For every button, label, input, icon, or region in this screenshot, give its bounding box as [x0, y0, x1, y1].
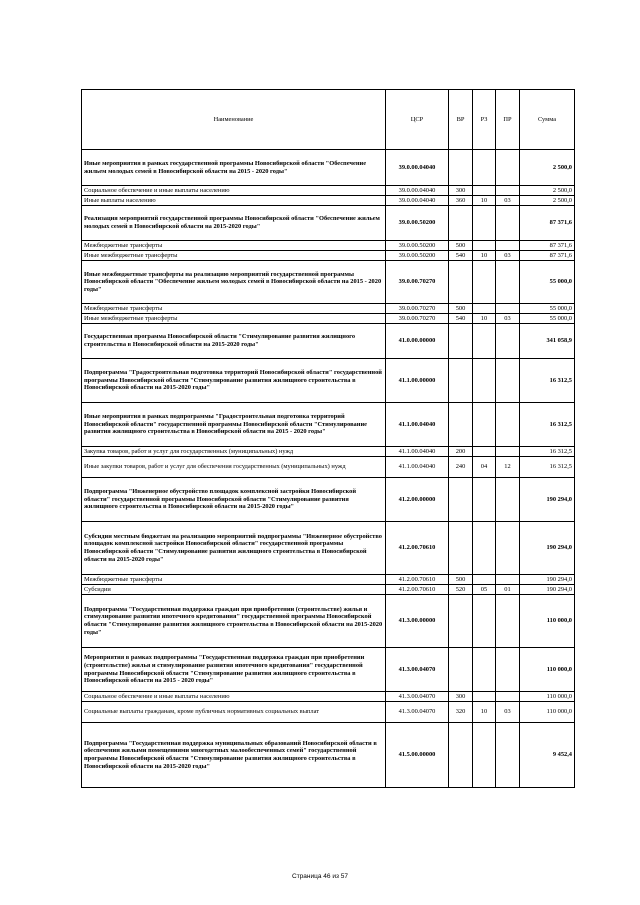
row-name: Межбюджетные трансферты: [82, 241, 386, 251]
row-vr: 520: [449, 585, 473, 595]
row-csr: 41.3.00.04070: [386, 702, 449, 723]
row-sum: 2 500,0: [520, 196, 575, 206]
row-name: Иные мероприятия в рамках подпрограммы "Градостроительная подготовка территорий Новосибирской области" государственной программы Новосибирской области "Стимулирование развития жилищного строительства в Новосибирской области на 2015 - 2020 годы": [82, 403, 386, 447]
row-vr: 300: [449, 692, 473, 702]
row-sum: 110 000,0: [520, 595, 575, 648]
row-csr: 41.2.00.70610: [386, 575, 449, 585]
row-pr: [496, 186, 520, 196]
row-rz: [473, 186, 496, 196]
table-row: [82, 196, 575, 206]
table-row: [82, 575, 575, 585]
row-vr: [449, 261, 473, 304]
row-csr: 41.2.00.00000: [386, 478, 449, 522]
row-sum: 190 294,0: [520, 522, 575, 575]
row-csr: 41.1.00.00000: [386, 359, 449, 403]
table-row: [82, 206, 575, 241]
row-vr: [449, 150, 473, 186]
row-name: Реализация мероприятий государственной программы Новосибирской области "Обеспечение жильем молодых семей в Новосибирской области на 2015-2020 годы": [82, 206, 386, 241]
row-rz: [473, 478, 496, 522]
row-csr: 39.0.00.50200: [386, 206, 449, 241]
table-row: [82, 304, 575, 314]
row-pr: [496, 575, 520, 585]
page-footer: Страница 46 из 57: [292, 873, 348, 880]
row-csr: 39.0.00.70270: [386, 304, 449, 314]
table-row: [82, 702, 575, 723]
row-sum: 87 371,6: [520, 206, 575, 241]
table-row: [82, 314, 575, 324]
row-pr: [496, 403, 520, 447]
row-vr: [449, 478, 473, 522]
row-pr: [496, 304, 520, 314]
table-row: [82, 403, 575, 447]
table-row: [82, 359, 575, 403]
table-row: [82, 186, 575, 196]
row-sum: 16 312,5: [520, 457, 575, 478]
row-vr: 360: [449, 196, 473, 206]
row-name: Иные закупки товаров, работ и услуг для обеспечения государственных (муниципальных) нужд: [82, 457, 386, 478]
row-sum: 55 000,0: [520, 314, 575, 324]
row-csr: 41.5.00.00000: [386, 723, 449, 788]
row-csr: 41.1.00.04040: [386, 457, 449, 478]
row-pr: [496, 206, 520, 241]
row-name: Мероприятия в рамках подпрограммы "Государственная поддержка граждан при приобретении (строительстве) жилья и стимулирование развития ипотечного кредитования" государственной программы Новосибирской области "Стимулирование развития жилищного строительства в Новосибирской области на 2015 - 2020 годы": [82, 648, 386, 692]
table-row: [82, 324, 575, 359]
row-vr: [449, 723, 473, 788]
row-pr: [496, 595, 520, 648]
row-vr: [449, 359, 473, 403]
row-csr: 41.3.00.04070: [386, 692, 449, 702]
row-rz: [473, 324, 496, 359]
row-sum: 55 000,0: [520, 304, 575, 314]
table-row: [82, 251, 575, 261]
row-vr: 320: [449, 702, 473, 723]
row-csr: 39.0.00.04040: [386, 196, 449, 206]
row-pr: [496, 261, 520, 304]
row-sum: 341 058,9: [520, 324, 575, 359]
row-sum: 87 371,6: [520, 251, 575, 261]
row-rz: [473, 595, 496, 648]
row-pr: 03: [496, 702, 520, 723]
header-pr: ПР: [496, 90, 520, 150]
row-name: Субсидии местным бюджетам на реализацию мероприятий подпрограммы "Инженерное обустройство площадок комплексной застройки Новосибирской области" государственной программы Новосибирской области "Стимулирование развития жилищного строительства в Новосибирской области на 2015-2020 годы": [82, 522, 386, 575]
row-sum: 2 500,0: [520, 186, 575, 196]
row-sum: 190 294,0: [520, 478, 575, 522]
row-rz: [473, 261, 496, 304]
row-name: Подпрограмма "Государственная поддержка муниципальных образований Новосибирской области в обеспечении жилыми помещениями многодетных малообеспеченных семей" государственной программы Новосибирской области "Стимулирование развития жилищного строительства в Новосибирской области на 2015-2020 годы": [82, 723, 386, 788]
table-row: [82, 261, 575, 304]
row-rz: [473, 403, 496, 447]
row-vr: [449, 595, 473, 648]
row-vr: 300: [449, 186, 473, 196]
row-vr: [449, 324, 473, 359]
row-name: Межбюджетные трансферты: [82, 575, 386, 585]
row-rz: 04: [473, 457, 496, 478]
row-vr: 540: [449, 251, 473, 261]
budget-table: [81, 89, 575, 788]
table-row: [82, 478, 575, 522]
table-row: [82, 447, 575, 457]
row-name: Иные выплаты населению: [82, 196, 386, 206]
row-sum: 16 312,5: [520, 359, 575, 403]
row-rz: [473, 723, 496, 788]
row-rz: 10: [473, 314, 496, 324]
row-rz: 10: [473, 196, 496, 206]
row-name: Государственная программа Новосибирской области "Стимулирование развития жилищного строительства в Новосибирской области на 2015-2020 годы": [82, 324, 386, 359]
row-pr: [496, 324, 520, 359]
row-rz: 10: [473, 702, 496, 723]
row-csr: 39.0.00.50200: [386, 251, 449, 261]
row-sum: 2 500,0: [520, 150, 575, 186]
row-csr: 41.1.00.04040: [386, 403, 449, 447]
row-vr: [449, 206, 473, 241]
row-vr: 200: [449, 447, 473, 457]
row-pr: [496, 478, 520, 522]
row-name: Иные межбюджетные трансферты: [82, 314, 386, 324]
row-pr: [496, 648, 520, 692]
row-name: Подпрограмма "Государственная поддержка граждан при приобретении (строительстве) жилья и стимулирование развития ипотечного кредитования" государственной программы Новосибирской области "Стимулирование развития жилищного строительства в Новосибирской области на 2015-2020 годы": [82, 595, 386, 648]
row-sum: 16 312,5: [520, 447, 575, 457]
row-name: Субсидии: [82, 585, 386, 595]
row-rz: [473, 241, 496, 251]
row-sum: 87 371,6: [520, 241, 575, 251]
row-name: Социальное обеспечение и иные выплаты населению: [82, 692, 386, 702]
row-vr: [449, 648, 473, 692]
row-rz: 10: [473, 251, 496, 261]
row-sum: 110 000,0: [520, 702, 575, 723]
row-csr: 39.0.00.70270: [386, 261, 449, 304]
row-rz: [473, 304, 496, 314]
row-csr: 39.0.00.04040: [386, 186, 449, 196]
row-name: Иные мероприятия в рамках государственной программы Новосибирской области "Обеспечение жильем молодых семей в Новосибирской области на 2015 - 2020 годы": [82, 150, 386, 186]
row-rz: [473, 692, 496, 702]
row-name: Закупка товаров, работ и услуг для государственных (муниципальных) нужд: [82, 447, 386, 457]
row-rz: [473, 648, 496, 692]
row-vr: 500: [449, 575, 473, 585]
row-csr: 41.1.00.04040: [386, 447, 449, 457]
row-rz: [473, 522, 496, 575]
row-csr: 41.0.00.00000: [386, 324, 449, 359]
row-name: Социальное обеспечение и иные выплаты населению: [82, 186, 386, 196]
table-row: [82, 457, 575, 478]
row-pr: [496, 692, 520, 702]
table-row: [82, 150, 575, 186]
header-rz: РЗ: [473, 90, 496, 150]
header-vr: ВР: [449, 90, 473, 150]
table-row: [82, 595, 575, 648]
header-name: Наименование: [82, 90, 386, 150]
row-rz: 05: [473, 585, 496, 595]
table-row: [82, 241, 575, 251]
row-sum: 190 294,0: [520, 585, 575, 595]
header-csr: ЦСР: [386, 90, 449, 150]
row-vr: [449, 403, 473, 447]
row-rz: [473, 150, 496, 186]
row-pr: [496, 723, 520, 788]
row-sum: 110 000,0: [520, 648, 575, 692]
row-rz: [473, 575, 496, 585]
header-sum: Сумма: [520, 90, 575, 150]
row-pr: [496, 447, 520, 457]
table-row: [82, 585, 575, 595]
row-pr: 03: [496, 314, 520, 324]
row-rz: [473, 447, 496, 457]
row-name: Иные межбюджетные трансферты: [82, 251, 386, 261]
row-pr: 12: [496, 457, 520, 478]
row-pr: [496, 522, 520, 575]
row-csr: 39.0.00.50200: [386, 241, 449, 251]
row-pr: [496, 150, 520, 186]
row-pr: 03: [496, 196, 520, 206]
row-csr: 41.2.00.70610: [386, 585, 449, 595]
row-vr: [449, 522, 473, 575]
row-rz: [473, 359, 496, 403]
row-rz: [473, 206, 496, 241]
table-row: [82, 723, 575, 788]
row-sum: 55 000,0: [520, 261, 575, 304]
row-sum: 190 294,0: [520, 575, 575, 585]
table-row: [82, 522, 575, 575]
row-pr: 01: [496, 585, 520, 595]
row-sum: 16 312,5: [520, 403, 575, 447]
row-csr: 39.0.00.04040: [386, 150, 449, 186]
row-csr: 41.3.00.00000: [386, 595, 449, 648]
row-sum: 110 000,0: [520, 692, 575, 702]
table-row: [82, 692, 575, 702]
row-name: Межбюджетные трансферты: [82, 304, 386, 314]
row-name: Иные межбюджетные трансферты на реализацию мероприятий государственной программы Новосибирской области "Обеспечение жильем молодых семей в Новосибирской области на 2015 - 2020 годы": [82, 261, 386, 304]
row-name: Социальные выплаты гражданам, кроме публичных нормативных социальных выплат: [82, 702, 386, 723]
row-sum: 9 452,4: [520, 723, 575, 788]
table-row: [82, 648, 575, 692]
row-vr: 540: [449, 314, 473, 324]
row-pr: [496, 241, 520, 251]
row-csr: 41.3.00.04070: [386, 648, 449, 692]
row-vr: 500: [449, 304, 473, 314]
row-csr: 41.2.00.70610: [386, 522, 449, 575]
row-vr: 240: [449, 457, 473, 478]
row-name: Подпрограмма "Инженерное обустройство площадок комплексной застройки Новосибирской области" государственной программы Новосибирской области "Стимулирование развития жилищного строительства в Новосибирской области на 2015-2020 годы": [82, 478, 386, 522]
row-pr: 03: [496, 251, 520, 261]
row-vr: 500: [449, 241, 473, 251]
row-csr: 39.0.00.70270: [386, 314, 449, 324]
row-name: Подпрограмма "Градостроительная подготовка территорий Новосибирской области" государственной программы Новосибирской области "Стимулирование развития жилищного строительства в Новосибирской области на 2015-2020 годы": [82, 359, 386, 403]
table-header-row: [82, 90, 575, 150]
row-pr: [496, 359, 520, 403]
